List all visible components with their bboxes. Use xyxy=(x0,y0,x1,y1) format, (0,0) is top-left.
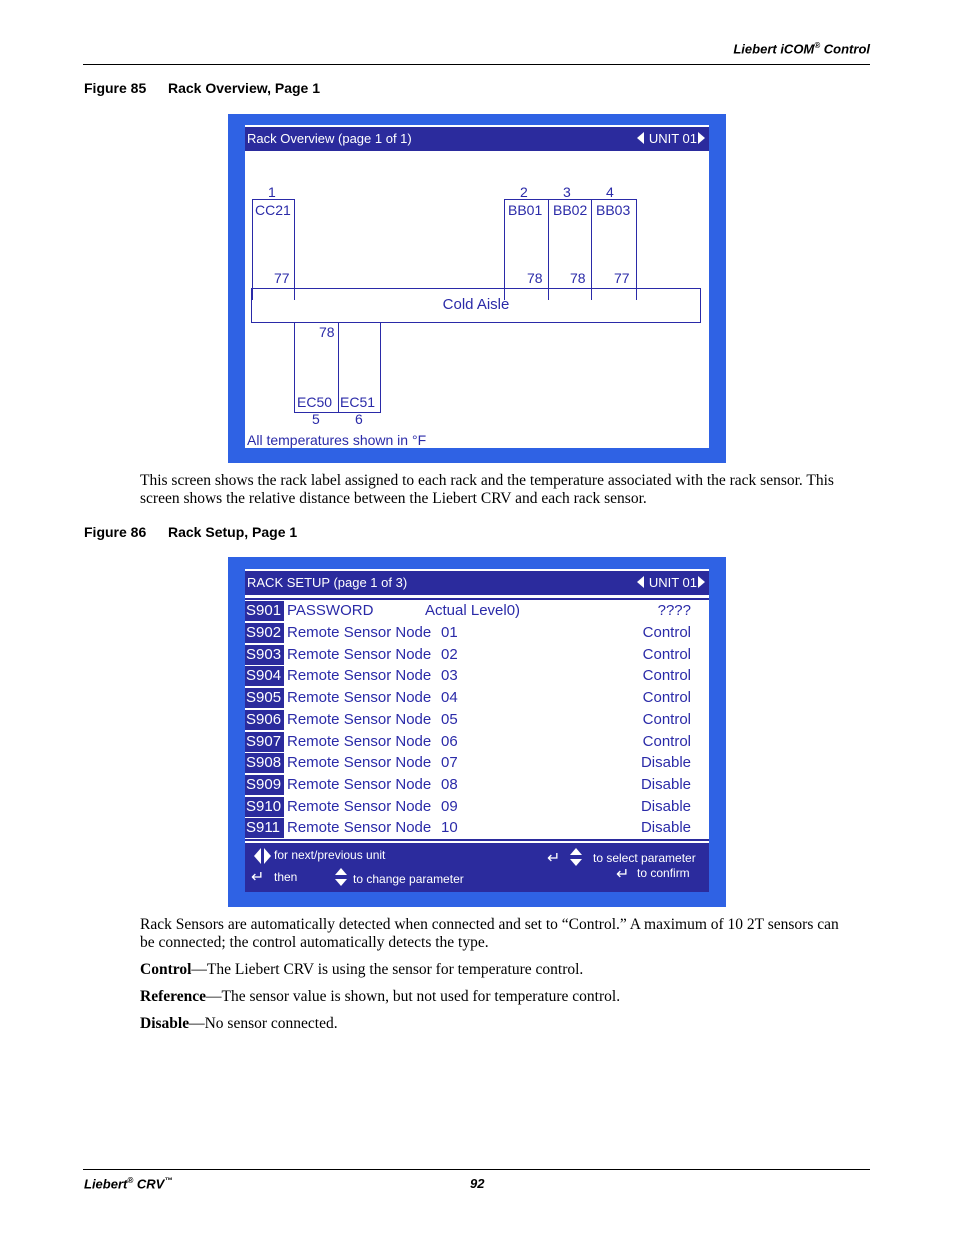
page-number: 92 xyxy=(470,1176,485,1191)
param-row[interactable] xyxy=(245,753,709,774)
rack-setup-panel xyxy=(228,557,726,907)
unit-label: UNIT 01 xyxy=(648,131,697,146)
figure-number: Figure 85 xyxy=(84,80,147,96)
footer-product xyxy=(84,1176,172,1191)
param-code: S906 xyxy=(245,710,284,730)
param-row[interactable] xyxy=(245,666,709,687)
rack-index: 2 xyxy=(520,184,528,200)
rack-index: 6 xyxy=(355,411,363,427)
rack-index: 4 xyxy=(606,184,614,200)
definition-reference xyxy=(140,988,870,1006)
definition-term: Reference xyxy=(140,988,206,1005)
divider xyxy=(245,598,709,600)
node-number: 06 xyxy=(441,732,458,750)
unit-selector[interactable] xyxy=(637,571,705,595)
screen-title: RACK SETUP (page 1 of 3) xyxy=(247,575,408,590)
rack-temp: 77 xyxy=(274,270,290,286)
rack-label: BB02 xyxy=(553,202,588,218)
rack-index: 5 xyxy=(312,411,320,427)
definition-text: —The sensor value is shown, but not used for temperature control. xyxy=(205,988,621,1005)
node-number: 05 xyxy=(441,710,458,728)
param-label: Remote Sensor Node xyxy=(287,689,432,707)
param-row[interactable] xyxy=(245,732,709,753)
header-rule xyxy=(83,64,870,65)
param-code: S903 xyxy=(245,645,284,665)
param-label: Remote Sensor Node xyxy=(287,667,432,685)
unit-label: UNIT 01 xyxy=(648,575,697,590)
param-value[interactable]: Disable xyxy=(640,797,691,815)
node-number: 10 xyxy=(441,819,458,837)
node-number: 03 xyxy=(441,667,458,685)
param-value[interactable]: ???? xyxy=(657,602,691,619)
help-text: to select parameter xyxy=(593,851,696,865)
param-value[interactable]: Disable xyxy=(640,775,691,793)
param-code: S911 xyxy=(245,818,284,838)
param-value[interactable]: Control xyxy=(642,624,691,641)
header-reg-mark: ® xyxy=(814,41,821,50)
param-code: S902 xyxy=(245,623,284,643)
footer-model: CRV xyxy=(133,1176,165,1192)
param-row[interactable] xyxy=(245,710,709,731)
cold-aisle: Cold Aisle xyxy=(251,288,701,323)
footer-rule xyxy=(83,1169,870,1170)
rack-overview-screen xyxy=(245,125,709,448)
figure-number: Figure 86 xyxy=(84,524,147,540)
rack-setup-screen xyxy=(245,569,709,892)
param-label: Remote Sensor Node xyxy=(287,645,432,663)
param-label: PASSWORD xyxy=(287,602,374,619)
footer-brand: Liebert xyxy=(84,1176,128,1192)
definition-text: —The Liebert CRV is using the sensor for temperature control. xyxy=(191,961,584,978)
figure-title: Rack Setup, Page 1 xyxy=(168,524,298,540)
node-number: 04 xyxy=(441,689,458,707)
param-code: S907 xyxy=(245,732,284,752)
header-title-tail: Control xyxy=(820,41,870,57)
paragraph: Rack Sensors are automatically detected when connected and set to “Control.” A maximum of 10 2T sensors can be connected; the control automatically detects the type. xyxy=(140,916,839,951)
param-row[interactable] xyxy=(245,797,709,818)
param-code: S904 xyxy=(245,666,284,686)
footer-tm-mark: ™ xyxy=(164,1176,173,1185)
param-value[interactable]: Control xyxy=(642,645,691,663)
param-row[interactable] xyxy=(245,623,709,644)
enter-icon: ↵ xyxy=(251,869,265,886)
left-arrow-icon xyxy=(637,576,644,588)
figure-86-caption xyxy=(84,524,297,540)
help-text: to change parameter xyxy=(353,872,464,886)
divider xyxy=(245,839,709,841)
screen-title: Rack Overview (page 1 of 1) xyxy=(247,131,412,146)
running-header xyxy=(733,41,870,56)
rack-label: CC21 xyxy=(255,202,291,218)
param-row[interactable] xyxy=(245,645,709,666)
right-arrow-icon xyxy=(698,132,705,144)
enter-icon: ↵ xyxy=(547,850,561,867)
node-number: 01 xyxy=(441,624,458,641)
help-text: then xyxy=(274,870,298,884)
paragraph: This screen shows the rack label assigned to each rack and the temperature associated with the rack sensor. This screen shows the relative distance between the Liebert CRV and each rack sensor. xyxy=(140,472,834,507)
param-label: Remote Sensor Node xyxy=(287,754,432,772)
temperature-footnote: All temperatures shown in °F xyxy=(247,432,427,448)
rack-temp: 78 xyxy=(527,270,543,286)
definition-term: Control xyxy=(140,961,192,978)
left-right-arrow-icon xyxy=(254,848,272,864)
param-value[interactable]: Control xyxy=(642,667,691,685)
rack-label: EC50 xyxy=(297,394,333,410)
param-label: Remote Sensor Node xyxy=(287,732,432,750)
param-value[interactable]: Control xyxy=(642,732,691,750)
definition-control xyxy=(140,961,870,979)
enter-icon: ↵ xyxy=(616,866,630,883)
param-label: Remote Sensor Node xyxy=(287,797,432,815)
screen-titlebar xyxy=(245,571,709,595)
help-text: to confirm xyxy=(637,866,690,880)
definition-term: Disable xyxy=(140,1015,190,1032)
node-number: 07 xyxy=(441,754,458,772)
rack-temp: 78 xyxy=(570,270,586,286)
rack-index: 1 xyxy=(268,184,276,200)
up-down-arrow-icon xyxy=(570,848,582,868)
param-code: S908 xyxy=(245,753,284,773)
rack-label: BB03 xyxy=(596,202,631,218)
rack-label: BB01 xyxy=(508,202,543,218)
definition-text: —No sensor connected. xyxy=(189,1015,338,1032)
help-bar xyxy=(245,843,709,892)
param-code: S905 xyxy=(245,688,284,708)
param-label: Remote Sensor Node xyxy=(287,819,432,837)
param-value[interactable]: Disable xyxy=(640,819,691,837)
definition-disable xyxy=(140,1015,870,1033)
param-row[interactable] xyxy=(245,818,709,839)
param-label: Remote Sensor Node xyxy=(287,624,432,641)
unit-selector[interactable] xyxy=(637,127,705,151)
password-level: Actual Level0) xyxy=(425,602,521,619)
param-code: S909 xyxy=(245,775,284,795)
param-value[interactable]: Disable xyxy=(640,754,691,772)
figure-85-caption xyxy=(84,80,320,96)
param-label: Remote Sensor Node xyxy=(287,710,432,728)
rack-overview-panel xyxy=(228,114,726,463)
up-down-arrow-icon xyxy=(335,868,347,888)
password-row[interactable] xyxy=(245,601,709,622)
node-number: 09 xyxy=(441,797,458,815)
param-code: S901 xyxy=(245,601,284,621)
rack-index: 3 xyxy=(563,184,571,200)
rack-label: EC51 xyxy=(340,394,376,410)
footer-reg-mark: ® xyxy=(127,1176,134,1185)
param-value[interactable]: Control xyxy=(642,689,691,707)
rack-temp: 78 xyxy=(319,324,335,340)
rack-temp: 77 xyxy=(614,270,630,286)
param-label: Remote Sensor Node xyxy=(287,775,432,793)
figure-title: Rack Overview, Page 1 xyxy=(168,80,321,96)
node-number: 08 xyxy=(441,775,458,793)
right-arrow-icon xyxy=(698,576,705,588)
param-value[interactable]: Control xyxy=(642,710,691,728)
param-row[interactable] xyxy=(245,688,709,709)
node-number: 02 xyxy=(441,645,458,663)
left-arrow-icon xyxy=(637,132,644,144)
header-title: Liebert iCOM xyxy=(733,41,815,57)
screen-titlebar xyxy=(245,127,709,151)
help-text: for next/previous unit xyxy=(274,848,386,862)
param-code: S910 xyxy=(245,797,284,817)
param-row[interactable] xyxy=(245,775,709,796)
